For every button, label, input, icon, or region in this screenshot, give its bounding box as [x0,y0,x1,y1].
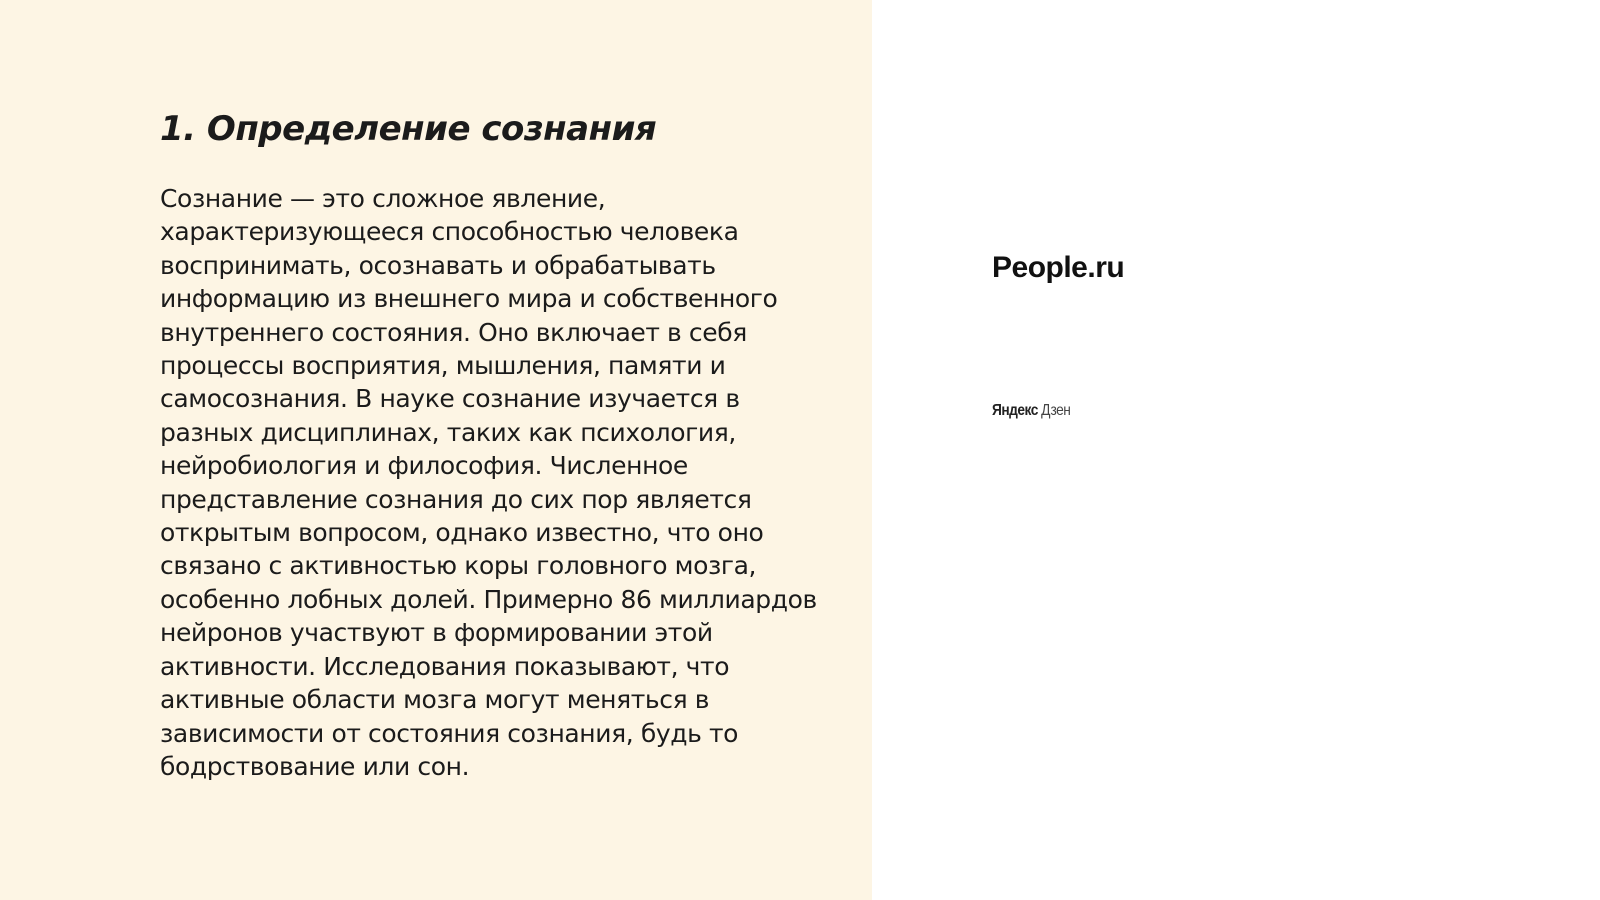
yandex-label: Яндекс [992,402,1038,419]
zen-label: Дзен [1041,402,1071,419]
yandex-zen-logo [992,400,1070,422]
slide-title: 1. Определение сознания [160,109,657,149]
content-block [160,104,840,783]
slide-body-text: Сознание — это сложное явление, характеризующееся способностью человека воспринимать, осознавать и обрабатывать информацию из внешнего мира и собственного внутреннего состояния. Оно включает в себя процессы восприятия, мышления, памяти и самосознания. В науке сознание изучается в разных дисциплинах, таких как психология, нейробиология и философия. Численное представление сознания до сих пор является открытым вопросом, однако известно, что оно связано с активностью коры головного мозга, особенно лобных долей. Примерно 86 миллиардов нейронов участвуют в формировании этой активности. Исследования показывают, что активные области мозга могут меняться в зависимости от состояния сознания, будь то бодрствование или сон. [160,184,817,781]
people-ru-logo: People.ru [992,251,1125,284]
